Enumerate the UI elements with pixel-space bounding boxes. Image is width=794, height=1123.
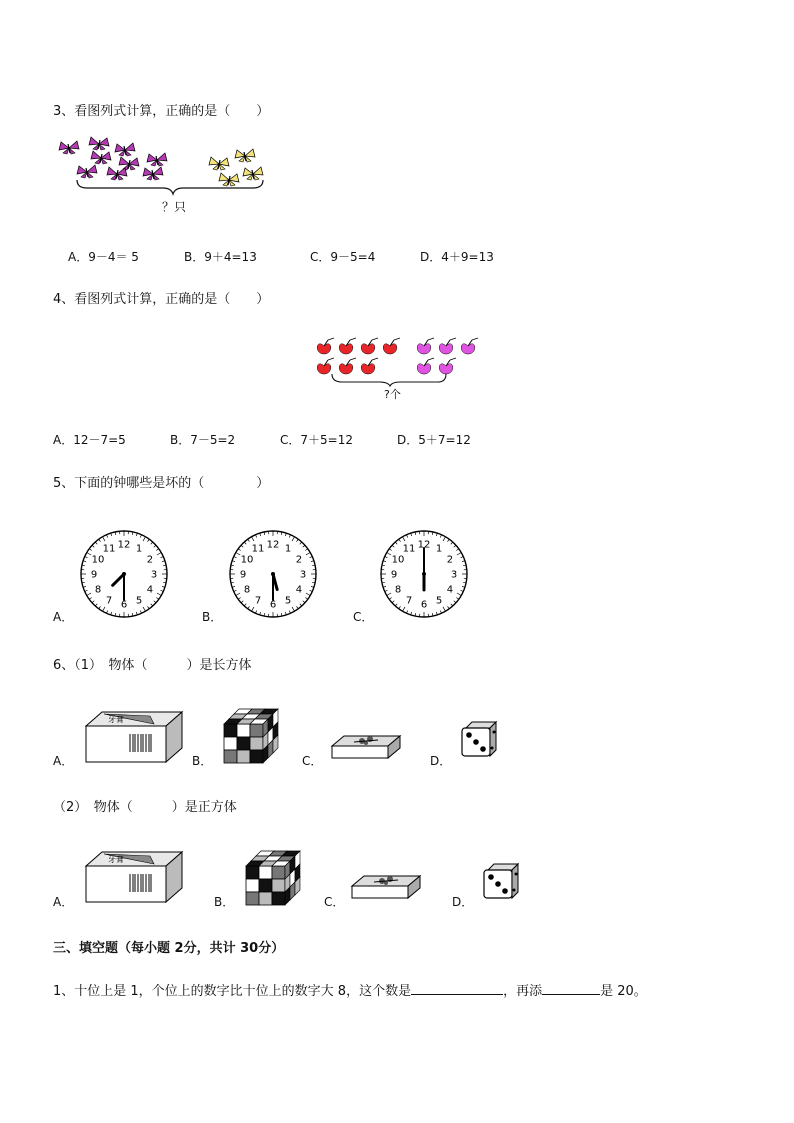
- clock-number: 11: [251, 543, 265, 555]
- clock-number: 8: [94, 584, 102, 596]
- q4-option-d[interactable]: D．5＋7=12: [397, 433, 471, 447]
- clock-number: 2: [446, 554, 454, 566]
- clock-number: 8: [243, 584, 251, 596]
- dice-pip: [473, 739, 479, 745]
- fill-q1-text-3: 是 20。: [600, 984, 647, 999]
- dice-pip: [488, 874, 494, 880]
- clock-number: 5: [284, 595, 292, 607]
- dice-icon: [458, 720, 500, 760]
- q4-option-b[interactable]: B．7－5=2: [170, 433, 236, 447]
- clock-number: 7: [254, 595, 262, 607]
- butterfly-icon: [89, 137, 109, 150]
- clock-number: 10: [391, 554, 405, 566]
- clock-number: 4: [446, 584, 454, 596]
- butterfly-icon: [243, 167, 263, 180]
- clock-number: 11: [402, 543, 416, 555]
- apple-icon: [417, 338, 434, 354]
- pink-apples: [417, 338, 478, 374]
- matchbox-icon: [330, 728, 402, 766]
- clock-number: 10: [240, 554, 254, 566]
- clock-number: 9: [90, 569, 98, 581]
- clock-number: 6: [420, 599, 428, 611]
- butterfly-icon: [59, 141, 79, 154]
- q4-option-c[interactable]: C．7＋5=12: [280, 433, 353, 447]
- q6-2-label-c[interactable]: C．: [324, 895, 345, 909]
- q6-2-label-b[interactable]: B．: [214, 895, 235, 909]
- brace-label: ？只: [162, 200, 187, 214]
- clock-number: 4: [295, 584, 303, 596]
- clock-b-label[interactable]: B．: [202, 610, 223, 624]
- q4-option-a[interactable]: A．12－7=5: [53, 433, 126, 447]
- apple-icon: [417, 358, 434, 374]
- q6-2-label-a[interactable]: A．: [53, 895, 74, 909]
- q6-1-label-d[interactable]: D．: [430, 754, 452, 768]
- clock-c: [378, 528, 470, 620]
- clock-number: 12: [266, 539, 280, 551]
- apple-icon: [361, 358, 378, 374]
- clock-number: 9: [239, 569, 247, 581]
- q3-option-d[interactable]: D．4＋9=13: [420, 250, 494, 264]
- q3-option-a[interactable]: A．9－4＝ 5: [68, 250, 139, 264]
- apples-figure: [312, 334, 487, 389]
- clock-number: 3: [450, 569, 458, 581]
- butterfly-icon: [219, 173, 239, 186]
- clock-number: 5: [435, 595, 443, 607]
- clock-number: 3: [150, 569, 158, 581]
- question-4-text: 4、看图列式计算，正确的是（ ）: [53, 292, 270, 307]
- dice-pip: [495, 881, 501, 887]
- butterfly-icon: [235, 149, 255, 162]
- apple-icon: [361, 338, 378, 354]
- section-heading: 三、填空题（每小题 2分，共计 30分）: [53, 941, 285, 956]
- toothpaste-box-icon: [84, 700, 184, 766]
- answer-blank-2[interactable]: [542, 982, 600, 995]
- clock-number: 8: [394, 584, 402, 596]
- answer-blank-1[interactable]: [411, 982, 503, 995]
- q3-option-c[interactable]: C．9－5=4: [310, 250, 376, 264]
- dice-pip: [466, 732, 472, 738]
- fill-question-1: [53, 980, 647, 999]
- butterfly-icon: [115, 143, 135, 156]
- clock-number: 1: [284, 543, 292, 555]
- clock-b: [227, 528, 319, 620]
- clock-number: 12: [117, 539, 131, 551]
- brace: [332, 374, 446, 386]
- clock-number: 4: [146, 584, 154, 596]
- butterfly-icon: [209, 157, 229, 170]
- clock-number: 6: [120, 599, 128, 611]
- yellow-butterflies: [209, 149, 263, 186]
- question-5-text: 5、下面的钟哪些是坏的（ ）: [53, 476, 270, 491]
- clock-number: 1: [135, 543, 143, 555]
- clock-number: 1: [435, 543, 443, 555]
- toothpaste-box-icon: [84, 840, 184, 906]
- apple-icon: [317, 358, 334, 374]
- butterfly-icon: [91, 151, 111, 164]
- apple-icon: [317, 338, 334, 354]
- butterfly-icon: [77, 165, 97, 178]
- butterfly-icon: [143, 167, 163, 180]
- butterfly-icon: [147, 153, 167, 166]
- clock-a-label[interactable]: A．: [53, 610, 74, 624]
- q6-2-label-d[interactable]: D．: [452, 895, 474, 909]
- dice-pip: [480, 746, 486, 752]
- q6-1-label-a[interactable]: A．: [53, 754, 74, 768]
- matchbox-icon: [350, 868, 422, 906]
- butterflies-figure: [55, 136, 270, 196]
- apple-icon: [439, 338, 456, 354]
- clock-a: [78, 528, 170, 620]
- fill-q1-text-1: 1、十位上是 1，个位上的数字比十位上的数字大 8，这个数是: [53, 984, 412, 999]
- question-6-part1: 6、（1） 物体（ ）是长方体: [53, 658, 252, 673]
- clock-number: 7: [105, 595, 113, 607]
- fill-q1-text-2: ，再添: [503, 984, 543, 999]
- q6-1-label-c[interactable]: C．: [302, 754, 323, 768]
- brace: [77, 180, 263, 194]
- clock-number: 2: [146, 554, 154, 566]
- clock-number: 2: [295, 554, 303, 566]
- clock-number: 11: [102, 543, 116, 555]
- apple-icon: [339, 338, 356, 354]
- question-6-part2: （2） 物体（ ）是正方体: [53, 800, 237, 815]
- rubiks-cube-icon: [222, 708, 280, 766]
- rubiks-cube-icon: [244, 850, 302, 908]
- apple-icon: [461, 338, 478, 354]
- box-brand-text: 牙膏: [108, 855, 124, 864]
- clock-number: 10: [91, 554, 105, 566]
- apple-icon: [383, 338, 400, 354]
- dice-pip: [502, 888, 508, 894]
- clock-number: 6: [269, 599, 277, 611]
- apple-icon: [339, 358, 356, 374]
- apple-icon: [439, 358, 456, 374]
- red-apples: [317, 338, 400, 374]
- clock-number: 9: [390, 569, 398, 581]
- clock-number: 5: [135, 595, 143, 607]
- clock-number: 7: [405, 595, 413, 607]
- question-3-text: 3、看图列式计算，正确的是（ ）: [53, 104, 270, 119]
- q6-1-label-b[interactable]: B．: [192, 754, 213, 768]
- butterfly-icon: [107, 167, 127, 180]
- brace-label: ?个: [384, 388, 401, 401]
- clock-number: 3: [299, 569, 307, 581]
- box-brand-text: 牙膏: [108, 715, 124, 724]
- dice-icon: [480, 862, 522, 902]
- butterfly-icon: [119, 157, 139, 170]
- q3-option-b[interactable]: B．9＋4=13: [184, 250, 257, 264]
- purple-butterflies: [59, 137, 167, 180]
- clock-number: 12: [417, 539, 431, 551]
- clock-c-label[interactable]: C．: [353, 610, 374, 624]
